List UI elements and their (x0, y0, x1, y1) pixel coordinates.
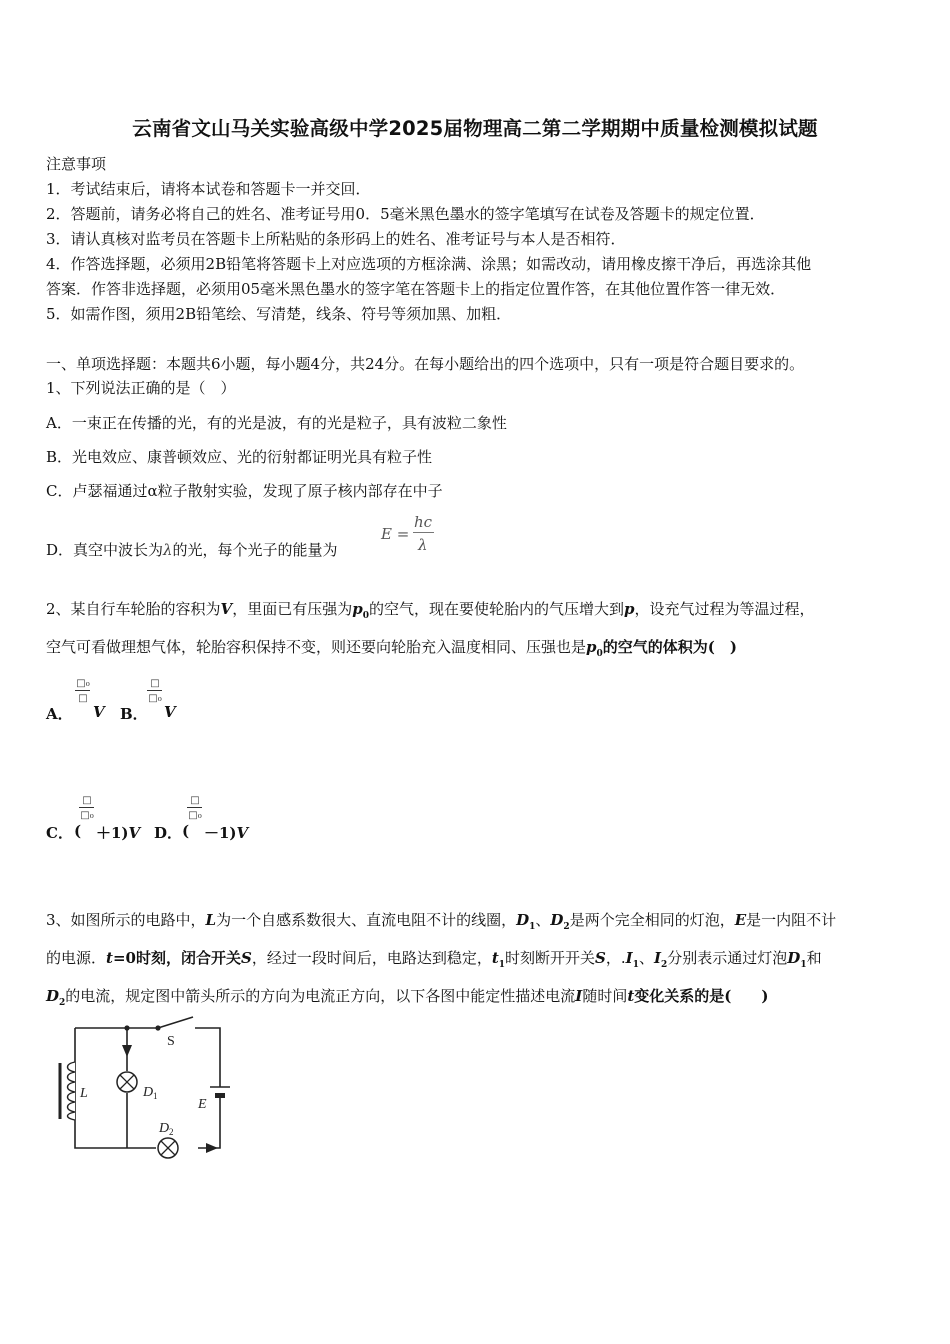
lamp-d1-subscript: 1 (153, 1091, 158, 1101)
q1-option-d: D．真空中波长为λ的光，每个光子的能量为 (46, 541, 338, 559)
energy-formula-bar (413, 532, 434, 533)
lamp-d2-label: D (159, 1121, 170, 1136)
q2-a-denominator: □ (78, 693, 88, 704)
q2-d-numerator: □ (190, 795, 200, 806)
notice-item: 3．请认真核对监考员在答题卡上所粘贴的条形码上的姓名、准考证号与本人是否相符． (46, 230, 626, 248)
question-3-line-2: 的电源．t=0时刻，闭合开关S，经过一段时间后，电路达到稳定，$t_1$时刻断开开关S，$.I_1$、$I_2$分别表示通过灯泡$D_1$和 (46, 949, 822, 970)
q2-a-fraction-bar (75, 690, 90, 691)
question-2-line-2: 空气可看做理想气体，轮胎容积保持不变，则还要向轮胎充入温度相同、压强也是$p_0$的空气的体积为( ) (46, 638, 737, 659)
q2-c-numerator: □ (82, 795, 92, 806)
energy-formula-denominator: λ (418, 536, 428, 554)
current-arrow-right-icon (206, 1143, 218, 1153)
circuit-diagram (50, 1015, 240, 1175)
inductor-label: L (80, 1086, 88, 1101)
q2-option-c-label: C． (46, 824, 73, 842)
page-title: 云南省文山马关实验高级中学2025届物理高二第二学期期中质量检测模拟试题 (132, 117, 818, 140)
q2-a-volume: V (93, 703, 105, 721)
q2-c-paren: ( (74, 822, 82, 840)
q2-c-denominator: □₀ (80, 810, 94, 821)
q2-d-tail: －1)V (204, 824, 249, 842)
notice-item: 2．答题前，请务必将自己的姓名、准考证号用0．5毫米黑色墨水的签字笔填写在试卷及答题卡的规定位置． (46, 205, 765, 223)
q2-option-a-label: A． (46, 705, 73, 723)
q2-a-numerator: □₀ (76, 678, 90, 689)
lamp-d2-subscript: 2 (169, 1127, 174, 1137)
q2-d-fraction-bar (187, 807, 202, 808)
question-1-stem: 1、下列说法正确的是（ ） (46, 379, 236, 397)
switch-label: S (167, 1034, 175, 1049)
junction-dot (124, 1025, 129, 1030)
energy-formula-lhs: E = (381, 525, 410, 543)
notice-item: 答案．作答非选择题，必须用05毫米黑色墨水的签字笔在答题卡上的指定位置作答，在其他位置作答一律无效． (46, 280, 786, 298)
battery-label: E (198, 1097, 207, 1112)
q2-b-fraction-bar (147, 690, 162, 691)
section-heading: 一、单项选择题：本题共6小题，每小题4分，共24分。在每小题给出的四个选项中，只有一项是符合题目要求的。 (46, 355, 805, 373)
question-2-line-1: 2、某自行车轮胎的容积为V，里面已有压强为$p_0$的空气，现在要使轮胎内的气压增大到p，设充气过程为等温过程， (46, 600, 815, 621)
q1-option-b: B．光电效应、康普顿效应、光的衍射都证明光具有粒子性 (46, 448, 433, 466)
energy-formula-numerator: hc (414, 513, 433, 531)
q2-option-d-label: D． (154, 824, 183, 842)
q2-d-paren: ( (182, 822, 190, 840)
q2-c-tail: ＋1)V (96, 824, 141, 842)
current-arrow-down-icon (122, 1045, 132, 1057)
question-3-line-1: 3、如图所示的电路中，L为一个自感系数很大、直流电阻不计的线圈，$D_1$、$D_2$是两个完全相同的灯泡，E是一内阻不计 (46, 911, 837, 932)
notice-heading: 注意事项 (46, 155, 107, 173)
lamp-d1-label: D (143, 1085, 154, 1100)
question-3-line-3: $D_2$的电流，规定图中箭头所示的方向为电流正方向，以下各图中能定性描述电流I随时间t变化关系的是( ) (46, 987, 769, 1008)
q2-b-denominator: □₀ (148, 693, 162, 704)
q2-b-numerator: □ (150, 678, 160, 689)
q1-option-a: A．一束正在传播的光，有的光是波，有的光是粒子，具有波粒二象性 (46, 414, 507, 432)
switch-blade (158, 1017, 193, 1028)
notice-item: 4．作答选择题，必须用2B铅笔将答题卡上对应选项的方框涂满、涂黑；如需改动，请用橡皮擦干净后，再选涂其他 (46, 255, 812, 273)
q1-option-c: C．卢瑟福通过α粒子散射实验，发现了原子核内部存在中子 (46, 482, 443, 500)
circuit-wire-top-right (195, 1028, 220, 1087)
q2-b-volume: V (164, 703, 176, 721)
q2-d-denominator: □₀ (188, 810, 202, 821)
battery-plate-short (215, 1093, 225, 1098)
q2-c-fraction-bar (79, 807, 94, 808)
notice-item: 1．考试结束后，请将本试卷和答题卡一并交回． (46, 180, 371, 198)
notice-item: 5．如需作图，须用2B铅笔绘、写清楚，线条、符号等须加黑、加粗． (46, 305, 512, 323)
q2-option-b-label: B． (120, 705, 148, 723)
switch-contact-dot (155, 1025, 160, 1030)
